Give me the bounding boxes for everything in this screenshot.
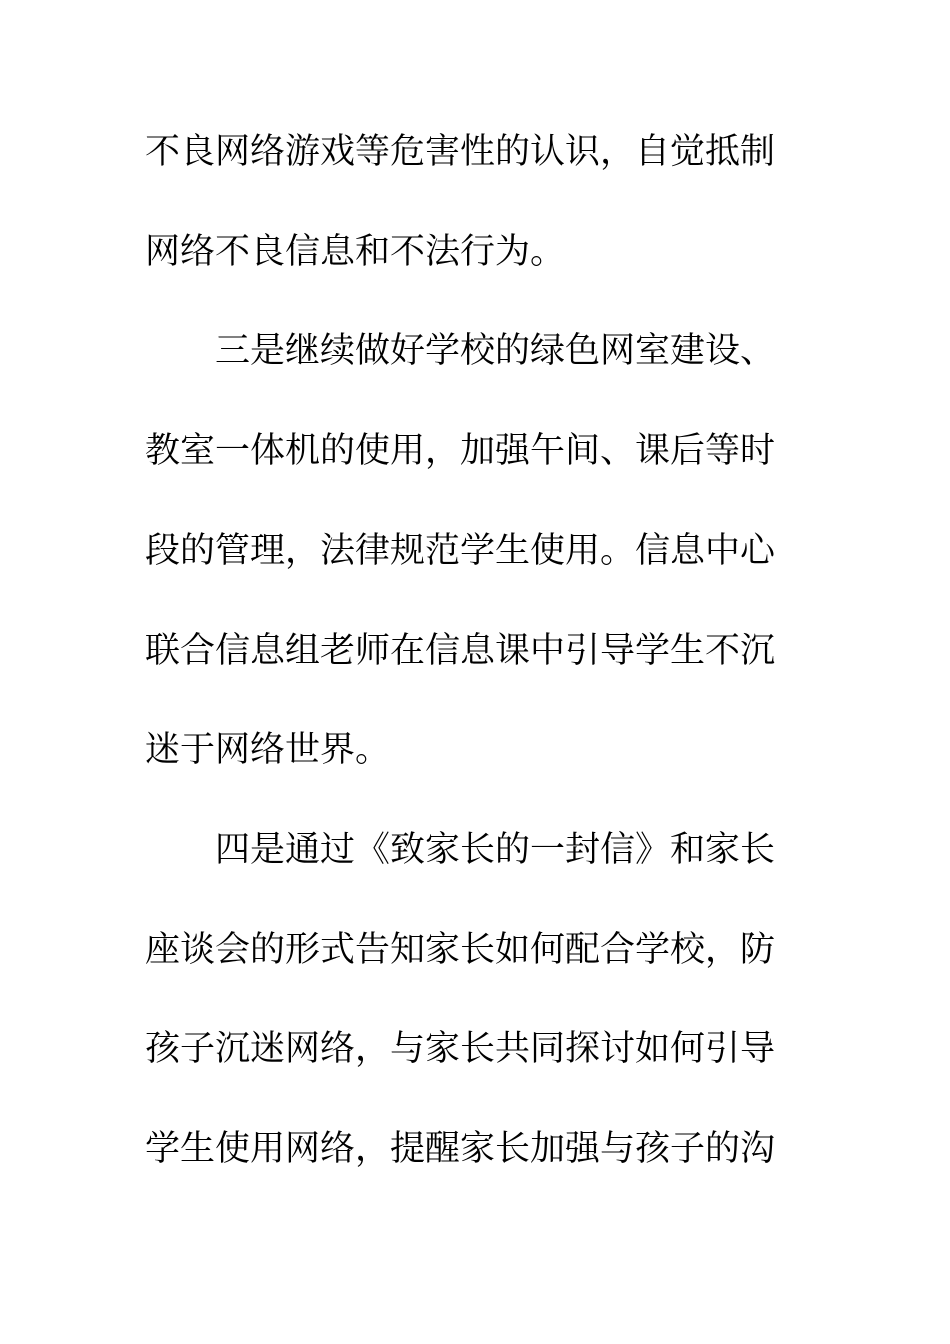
text-line: 孩子沉迷网络，与家长共同探讨如何引导 xyxy=(145,1029,776,1069)
text-line: 迷于网络世界。 xyxy=(145,730,391,770)
text-line: 不良网络游戏等危害性的认识，自觉抵制 xyxy=(145,132,776,172)
text-line: 教室一体机的使用，加强午间、课后等时 xyxy=(145,431,776,471)
paragraph-start-line: 三是继续做好学校的绿色网室建设、 xyxy=(215,331,776,371)
paragraph-start-line: 四是通过《致家长的一封信》和家长 xyxy=(215,830,776,870)
text-line: 学生使用网络，提醒家长加强与孩子的沟 xyxy=(145,1129,776,1169)
text-line: 座谈会的形式告知家长如何配合学校，防 xyxy=(145,930,776,970)
text-line: 联合信息组老师在信息课中引导学生不沉 xyxy=(145,631,776,671)
text-line: 段的管理，法律规范学生使用。信息中心 xyxy=(145,531,776,571)
text-line: 网络不良信息和不法行为。 xyxy=(145,232,566,272)
